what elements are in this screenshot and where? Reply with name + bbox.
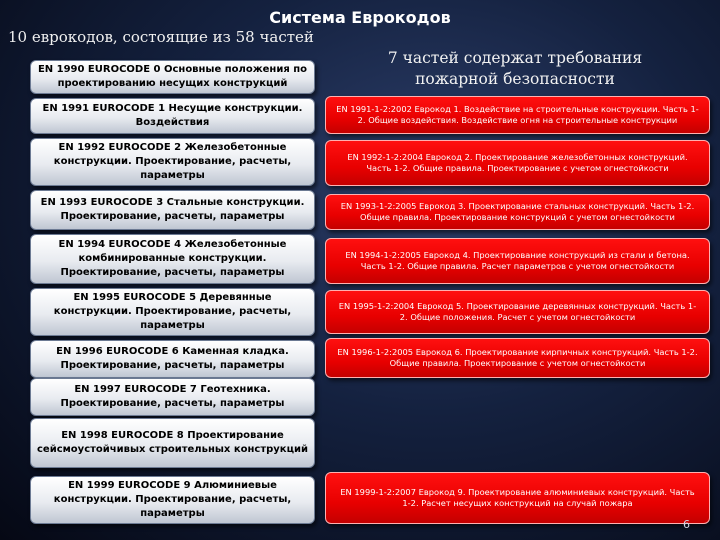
eurocode-box-en1998: EN 1998 EUROCODE 8 Проектирование сейсмоустойчивых строительных конструкций	[30, 418, 315, 468]
eurocode-box-en1996: EN 1996 EUROCODE 6 Каменная кладка. Проектирование, расчеты, параметры	[30, 340, 315, 378]
eurocode-box-en1992: EN 1992 EUROCODE 2 Железобетонные конструкции. Проектирование, расчеты, параметры	[30, 138, 315, 186]
fire-requirements-heading: 7 частей содержат требования пожарной безопасности	[387, 49, 643, 88]
fire-part-box-en1993: EN 1993-1-2:2005 Еврокод 3. Проектирование стальных конструкций. Часть 1-2. Общие правила. Проектирование конструкций с учетом огнестойкости	[325, 194, 710, 230]
fire-part-box-en1994: EN 1994-1-2:2005 Еврокод 4. Проектирование конструкций из стали и бетона. Часть 1-2. Общие правила. Расчет параметров с учетом огнестойкости	[325, 238, 710, 284]
page-number: 6	[683, 518, 690, 531]
fire-part-box-en1992: EN 1992-1-2:2004 Еврокод 2. Проектирование железобетонных конструкций. Часть 1-2. Общие правила. Проектирование с учетом огнестойкости	[325, 140, 710, 186]
eurocode-box-en1994: EN 1994 EUROCODE 4 Железобетонные комбинированные конструкции. Проектирование, расчеты, параметры	[30, 234, 315, 284]
eurocode-box-en1997: EN 1997 EUROCODE 7 Геотехника. Проектирование, расчеты, параметры	[30, 378, 315, 416]
eurocode-box-en1993: EN 1993 EUROCODE 3 Стальные конструкции. Проектирование, расчеты, параметры	[30, 190, 315, 230]
fire-part-box-en1999: EN 1999-1-2:2007 Еврокод 9. Проектирование алюминиевых конструкций. Часть 1-2. Расчет несущих конструкций на случай пожара	[325, 472, 710, 524]
fire-part-box-en1995: EN 1995-1-2:2004 Еврокод 5. Проектирование деревянных конструкций. Часть 1-2. Общие положения. Расчет с учетом огнестойкости	[325, 290, 710, 334]
eurocode-box-en1995: EN 1995 EUROCODE 5 Деревянные конструкции. Проектирование, расчеты, параметры	[30, 288, 315, 336]
slide-subtitle: 10 еврокодов, состоящие из 58 частей	[8, 28, 314, 46]
eurocode-box-en1990: EN 1990 EUROCODE 0 Основные положения по проектированию несущих конструкций	[30, 60, 315, 94]
fire-part-box-en1991: EN 1991-1-2:2002 Еврокод 1. Воздействие на строительные конструкции. Часть 1-2. Общие воздействия. Воздействие огня на строительные конструкции	[325, 96, 710, 134]
eurocode-box-en1999: EN 1999 EUROCODE 9 Алюминиевые конструкции. Проектирование, расчеты, параметры	[30, 476, 315, 524]
eurocode-box-en1991: EN 1991 EUROCODE 1 Несущие конструкции. Воздействия	[30, 98, 315, 134]
fire-part-box-en1996: EN 1996-1-2:2005 Еврокод 6. Проектирование кирпичных конструкций. Часть 1-2. Общие правила. Проектирование с учетом огнестойкости	[325, 338, 710, 378]
slide-title: Система Еврокодов	[269, 8, 451, 27]
